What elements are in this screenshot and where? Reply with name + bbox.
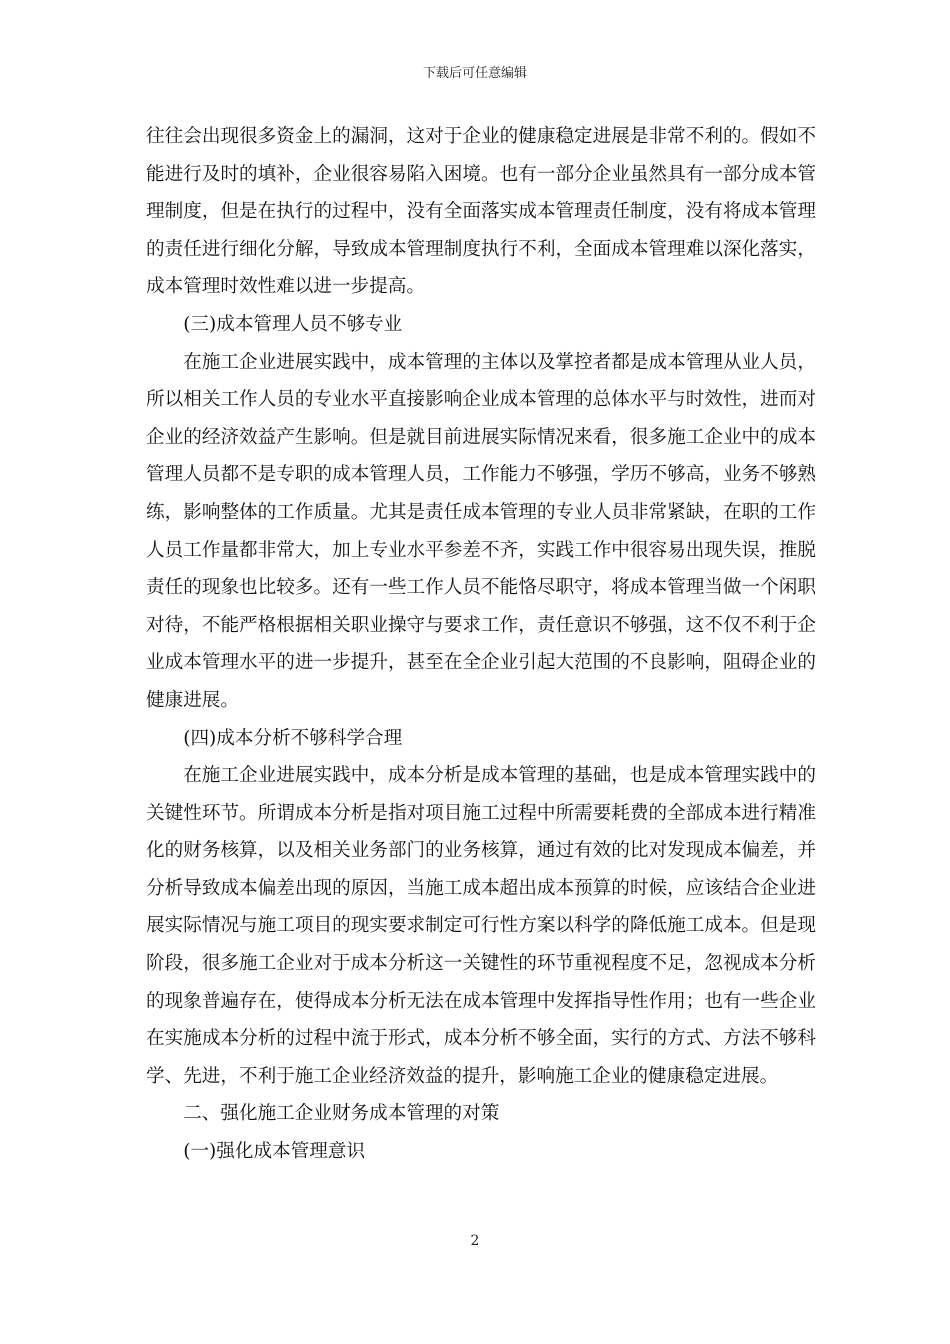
- paragraph: 在施工企业进展实践中，成本管理的主体以及掌控者都是成本管理从业人员，所以相关工作人员的专业水平直接影响企业成本管理的总体水平与时效性，进而对企业的经济效益产生影响。但是就目前进展实际情况来看，很多施工企业中的成本管理人员都不是专职的成本管理人员，工作能力不够强，学历不够高，业务不够熟练，影响整体的工作质量。尤其是责任成本管理的专业人员非常紧缺，在职的工作人员工作量都非常大，加上专业水平参差不齐，实践工作中很容易出现失误，推脱责任的现象也比较多。还有一些工作人员不能恪尽职守，将成本管理当做一个闲职对待，不能严格根据相关职业操守与要求工作，责任意识不够强，这不仅不利于企业成本管理水平的进一步提升，甚至在全企业引起大范围的不良影响，阻碍企业的健康进展。: [146, 351, 816, 711]
- section-heading-1: (一)强化成本管理意识: [183, 1141, 366, 1163]
- document-body: [146, 118, 816, 1171]
- section-heading-4: (四)成本分析不够科学合理: [183, 727, 403, 749]
- chapter-heading-2: 二、强化施工企业财务成本管理的对策: [183, 1103, 500, 1125]
- page-header: 下载后可任意编辑: [422, 66, 527, 81]
- page-number: 2: [470, 1233, 480, 1249]
- paragraph-continuation: 往往会出现很多资金上的漏洞，这对于企业的健康稳定进展是非常不利的。假如不能进行及时的填补，企业很容易陷入困境。也有一部分企业虽然具有一部分成本管理制度，但是在执行的过程中，没有全面落实成本管理责任制度，没有将成本管理的责任进行细化分解，导致成本管理制度执行不利，全面成本管理难以深化落实，成本管理时效性难以进一步提高。: [146, 126, 816, 298]
- paragraph: 在施工企业进展实践中，成本分析是成本管理的基础，也是成本管理实践中的关键性环节。所谓成本分析是指对项目施工过程中所需要耗费的全部成本进行精准化的财务核算，以及相关业务部门的业务核算，通过有效的比对发现成本偏差，并分析导致成本偏差出现的原因，当施工成本超出成本预算的时候，应该结合企业进展实际情况与施工项目的现实要求制定可行性方案以科学的降低施工成本。但是现阶段，很多施工企业对于成本分析这一关键性的环节重视程度不足，忽视成本分析的现象普遍存在，使得成本分析无法在成本管理中发挥指导性作用；也有一些企业在实施成本分析的过程中流于形式，成本分析不够全面，实行的方式、方法不够科学、先进，不利于施工企业经济效益的提升，影响施工企业的健康稳定进展。: [146, 765, 816, 1087]
- section-heading-3: (三)成本管理人员不够专业: [183, 313, 403, 335]
